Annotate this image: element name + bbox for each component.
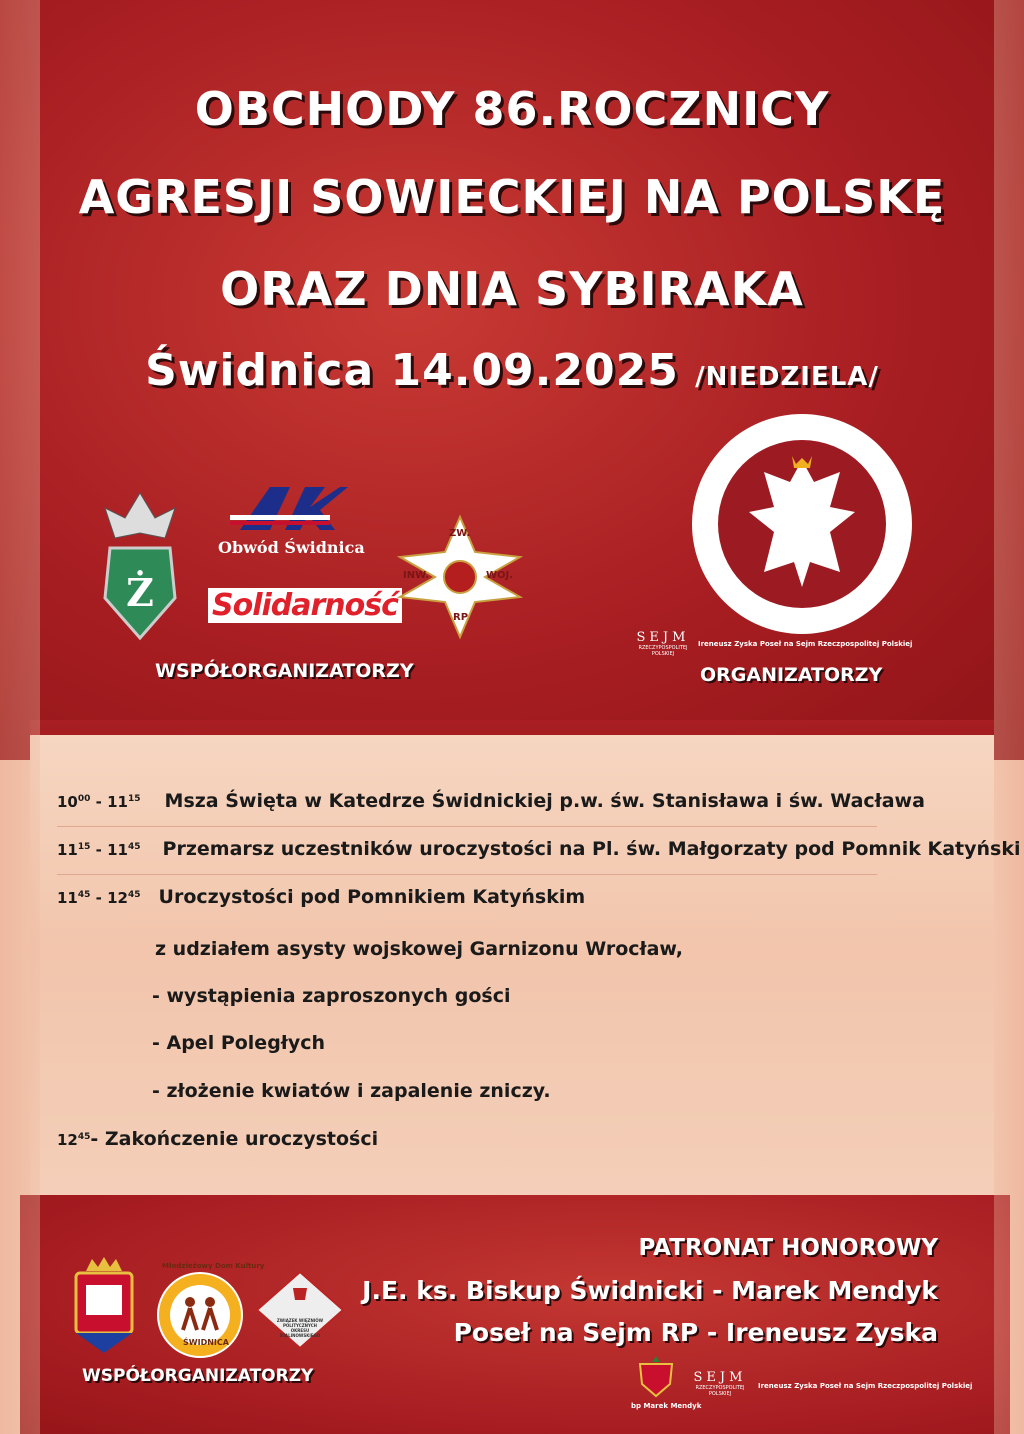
title-line-1: OBCHODY 86.ROCZNICY [194, 82, 830, 136]
cross-zw: ZW. [449, 528, 471, 539]
bishop-caption: bp Marek Mendyk [631, 1402, 702, 1410]
cross-rp: RP [453, 612, 469, 623]
patron-mp: Poseł na Sejm RP - Ireneusz Zyska [453, 1318, 938, 1347]
day-text: /NIEDZIELA/ [695, 362, 879, 392]
schedule-closing [57, 1128, 378, 1150]
divider [57, 874, 877, 875]
sejm-caption-bottom: Ireneusz Zyska Poseł na Sejm Rzeczpospolitej Polskiej [758, 1382, 973, 1390]
svg-text:Ż: Ż [126, 570, 154, 615]
schedule-time-3: $11^{45} - 12^{45}$ [57, 889, 141, 907]
army-emblem-icon [95, 488, 185, 648]
sejm-word-bottom: SEJM [693, 1370, 747, 1385]
cross-woj: WOJ. [486, 570, 514, 581]
schedule-sub-4: - złożenie kwiatów i zapalenie zniczy. [152, 1080, 551, 1102]
mdk-top-text: Młodzieżowy Dom Kultury [162, 1262, 265, 1270]
schedule-sub-3: - Apel Poległych [152, 1032, 326, 1054]
mdk-bottom-text: ŚWIDNICA [183, 1338, 229, 1347]
schedule-time-1: $10^{00} - 11^{15}$ [57, 793, 141, 811]
schedule-sub-1: z udziałem asysty wojskowej Garnizonu Wrocław, [155, 938, 683, 960]
ak-subtitle: Obwód Świdnica [218, 538, 365, 557]
closing-time: $12^{45}$ [57, 1131, 91, 1149]
patriotic-association-logo [690, 412, 915, 637]
schedule-row-1 [57, 790, 925, 812]
schedule-text-2: Przemarsz uczestników uroczystości na Pl. św. Małgorzaty pod Pomnik Katyński [162, 838, 1021, 860]
patronage-title: PATRONAT HONOROWY [638, 1235, 938, 1261]
zwiazek-text: ZWIĄZEK WIĘZNIÓW POLITYCZNYCH OKRESU STALINOWSKIEGO [276, 1318, 324, 1338]
cosponsors-label-top: WSPÓŁORGANIZATORZY [155, 660, 414, 682]
bishop-coat-of-arms-icon [636, 1354, 676, 1400]
city-coat-of-arms-icon [66, 1255, 142, 1355]
closing-text: - Zakończenie uroczystości [90, 1128, 379, 1150]
solidarnosc-logo: Solidarność [208, 588, 402, 623]
place-date [0, 345, 1024, 396]
schedule-text-1: Msza Święta w Katedrze Świdnickiej p.w. św. Stanisława i św. Wacława [164, 790, 925, 812]
sejm-logo-bottom [688, 1370, 752, 1397]
schedule-sub-2: - wystąpienia zaproszonych gości [152, 985, 511, 1007]
schedule-time-2: $11^{15} - 11^{45}$ [57, 841, 141, 859]
schedule-text-3: Uroczystości pod Pomnikiem Katyńskim [158, 886, 586, 908]
divider [57, 826, 877, 827]
schedule-row-2 [57, 838, 1020, 860]
sejm-sub-top: RZECZYPOSPOLITEJ POLSKIEJ [638, 645, 688, 657]
sejm-logo-top [632, 630, 694, 657]
patron-bishop: J.E. ks. Biskup Świdnicki - Marek Mendyk [362, 1276, 938, 1305]
sejm-word-top: SEJM [636, 630, 690, 645]
political-prisoners-union-logo [255, 1270, 345, 1350]
ak-logo [230, 485, 350, 535]
schedule-row-3 [57, 886, 585, 908]
cross-inw: INW. [403, 570, 430, 581]
sejm-caption-top: Ireneusz Zyska Poseł na Sejm Rzeczpospolitej Polskiej [698, 640, 913, 648]
title-line-3: ORAZ DNIA SYBIRAKA [220, 262, 804, 316]
organizers-label: ORGANIZATORZY [700, 664, 883, 686]
place-date-text: Świdnica 14.09.2025 [145, 345, 679, 396]
sejm-sub-bottom: RZECZYPOSPOLITEJ POLSKIEJ [695, 1385, 745, 1397]
cosponsors-label-bottom: WSPÓŁORGANIZATORZY [82, 1366, 314, 1386]
title-line-2: AGRESJI SOWIECKIEJ NA POLSKĘ [78, 170, 946, 224]
